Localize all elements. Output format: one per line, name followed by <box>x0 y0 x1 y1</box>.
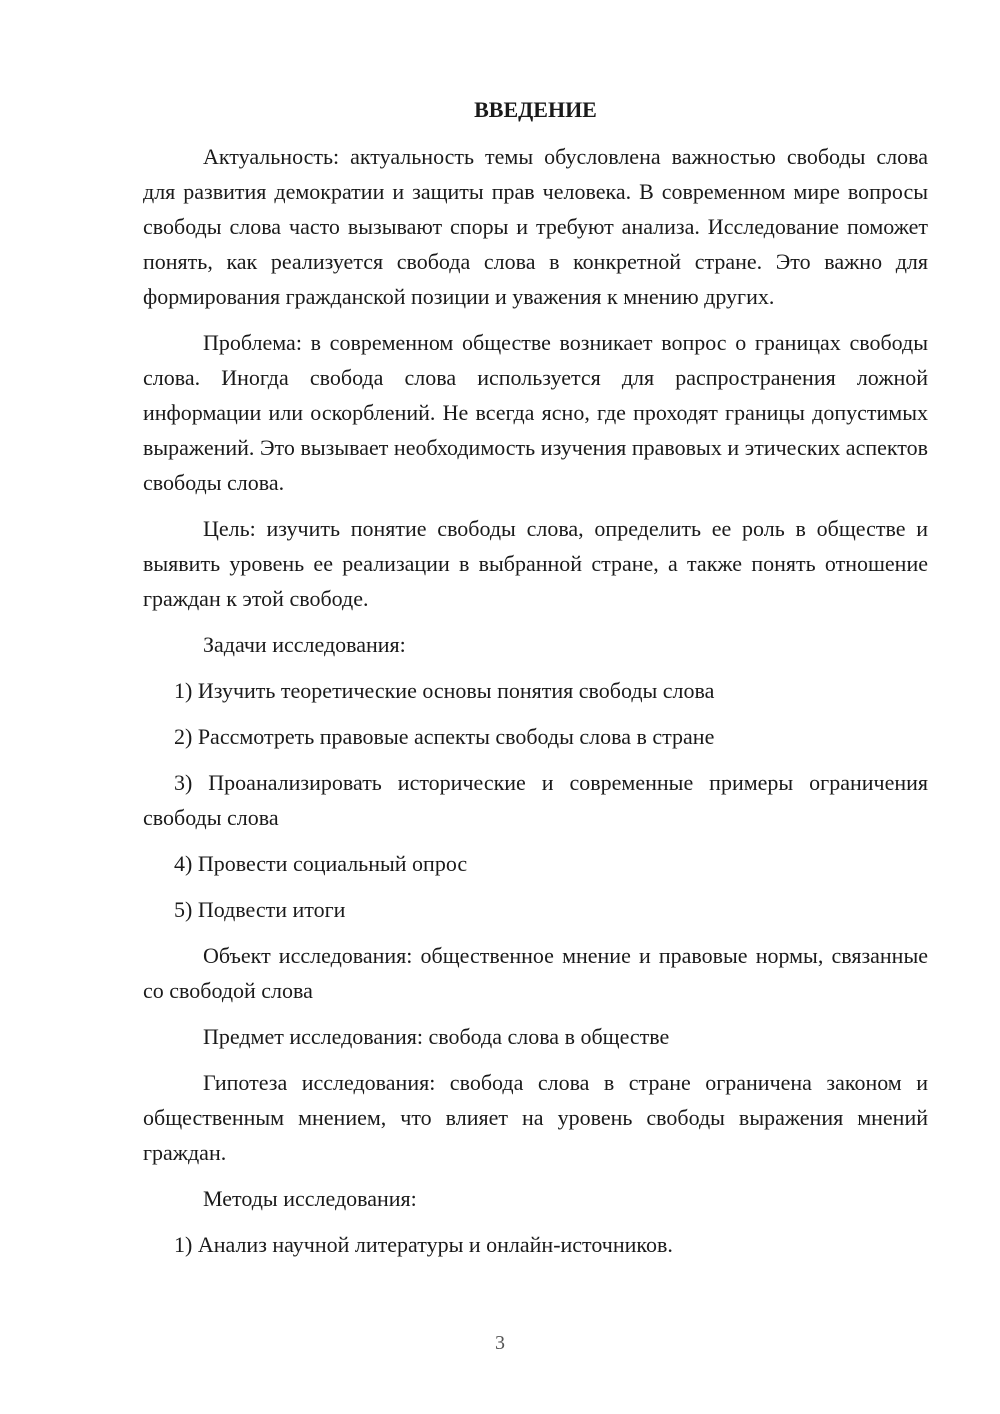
paragraph-goal: Цель: изучить понятие свободы слова, определить ее роль в обществе и выявить уровень ее реализации в выбранной стране, а также понять отношение граждан к этой свободе. <box>143 516 928 611</box>
section-title: ВВЕДЕНИЕ <box>474 97 597 122</box>
paragraph-hypothesis: Гипотеза исследования: свобода слова в стране ограничена законом и общественным мнением, что влияет на уровень свободы выражения мнений граждан. <box>143 1070 928 1165</box>
task-item-5: 5) Подвести итоги <box>174 897 346 922</box>
paragraph-problem: Проблема: в современном обществе возникает вопрос о границах свободы слова. Иногда свобода слова используется для распространения ложной информации или оскорблений. Не всегда ясно, где проходят границы допустимых выражений. Это вызывает необходимость изучения правовых и этических аспектов свободы слова. <box>143 330 928 495</box>
paragraph-subject: Предмет исследования: свобода слова в обществе <box>203 1024 670 1049</box>
methods-heading: Методы исследования: <box>203 1186 417 1211</box>
page-number: 3 <box>495 1332 505 1354</box>
page-content <box>143 92 928 1273</box>
method-item-1: 1) Анализ научной литературы и онлайн-источников. <box>174 1232 673 1257</box>
task-item-3: 3) Проанализировать исторические и современные примеры ограничения свободы слова <box>143 770 928 830</box>
task-item-4: 4) Провести социальный опрос <box>174 851 468 876</box>
task-item-1: 1) Изучить теоретические основы понятия свободы слова <box>174 678 715 703</box>
paragraph-object: Объект исследования: общественное мнение и правовые нормы, связанные со свободой слова <box>143 943 928 1003</box>
tasks-heading: Задачи исследования: <box>203 632 406 657</box>
paragraph-relevance: Актуальность: актуальность темы обусловлена важностью свободы слова для развития демократии и защиты прав человека. В современном мире вопросы свободы слова часто вызывают споры и требуют анализа. Исследование поможет понять, как реализуется свобода слова в конкретной стране. Это важно для формирования гражданской позиции и уважения к мнению других. <box>143 144 928 309</box>
task-item-2: 2) Рассмотреть правовые аспекты свободы слова в стране <box>174 724 715 749</box>
